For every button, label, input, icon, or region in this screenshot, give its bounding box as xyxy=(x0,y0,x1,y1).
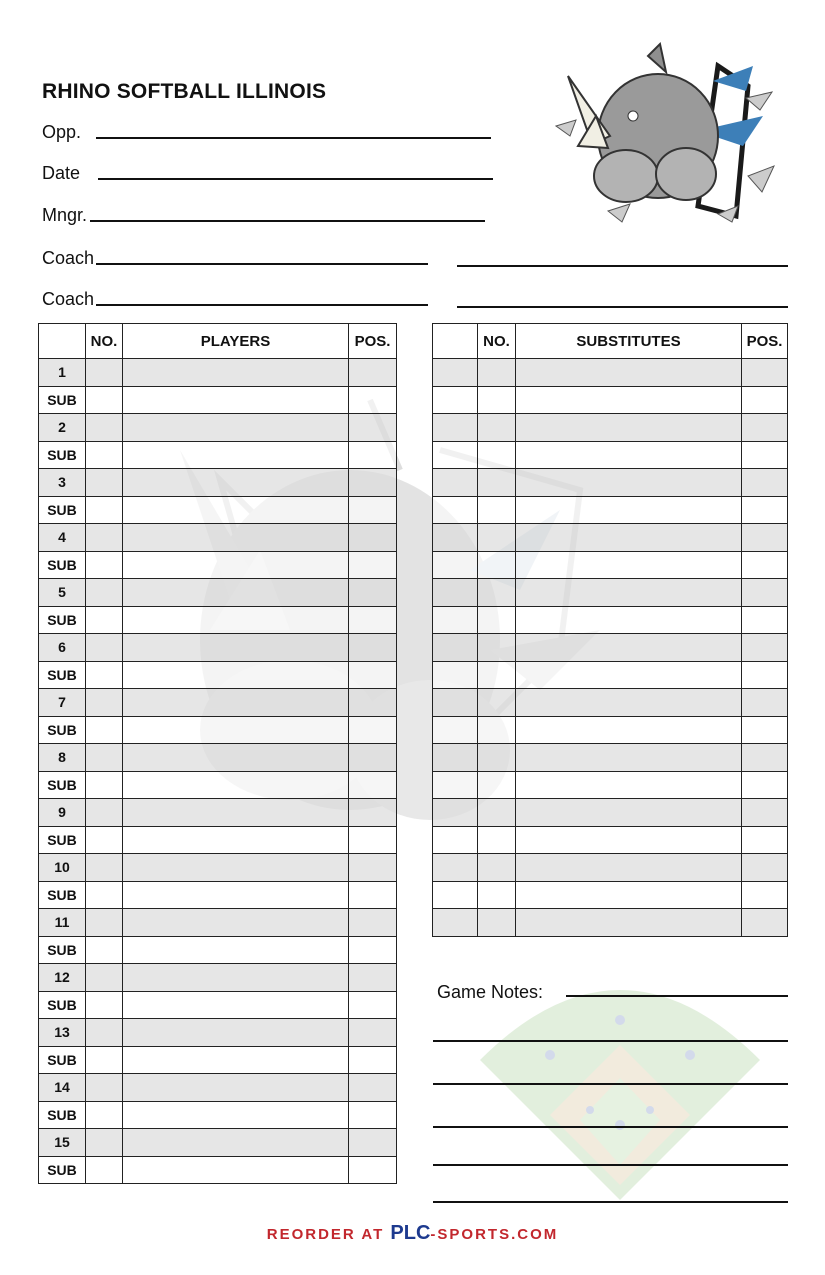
player-number-cell[interactable] xyxy=(86,909,123,937)
substitute-number-cell[interactable] xyxy=(478,799,516,827)
lineup-row xyxy=(39,771,397,799)
player-number-cell[interactable] xyxy=(86,854,123,882)
substitutes-header-row xyxy=(433,324,788,359)
game-notes-line-2[interactable] xyxy=(433,1040,788,1042)
substitute-position-cell[interactable] xyxy=(742,524,788,552)
substitute-name-cell[interactable] xyxy=(516,414,742,442)
player-name-cell[interactable] xyxy=(123,551,349,579)
substitute-row xyxy=(433,661,788,689)
substitute-number-cell[interactable] xyxy=(478,524,516,552)
player-number-cell[interactable] xyxy=(86,771,123,799)
player-name-cell[interactable] xyxy=(123,1046,349,1074)
batting-order-cell: SUB xyxy=(39,771,86,799)
substitute-name-cell[interactable] xyxy=(516,634,742,662)
substitute-name-cell[interactable] xyxy=(516,606,742,634)
player-position-cell[interactable] xyxy=(349,744,397,772)
substitute-row xyxy=(433,799,788,827)
substitute-row xyxy=(433,634,788,662)
batting-order-cell: SUB xyxy=(39,1046,86,1074)
substitute-blank-cell xyxy=(433,414,478,442)
player-position-cell[interactable] xyxy=(349,689,397,717)
player-name-cell[interactable] xyxy=(123,826,349,854)
player-name-cell[interactable] xyxy=(123,386,349,414)
substitute-name-cell[interactable] xyxy=(516,689,742,717)
substitute-position-cell[interactable] xyxy=(742,496,788,524)
substitute-row xyxy=(433,716,788,744)
player-number-cell[interactable] xyxy=(86,964,123,992)
substitute-row xyxy=(433,606,788,634)
player-position-cell[interactable] xyxy=(349,524,397,552)
substitute-position-cell[interactable] xyxy=(742,469,788,497)
player-name-cell[interactable] xyxy=(123,1074,349,1102)
game-notes-label: Game Notes: xyxy=(437,982,544,1002)
substitute-position-cell[interactable] xyxy=(742,744,788,772)
player-name-cell[interactable] xyxy=(123,579,349,607)
substitute-position-cell[interactable] xyxy=(742,606,788,634)
player-name-cell[interactable] xyxy=(123,1019,349,1047)
page-title: RHINO SOFTBALL ILLINOIS xyxy=(42,80,327,103)
player-position-cell[interactable] xyxy=(349,1101,397,1129)
substitute-name-cell[interactable] xyxy=(516,854,742,882)
game-notes-line-6[interactable] xyxy=(433,1201,788,1203)
substitute-row xyxy=(433,881,788,909)
player-name-cell[interactable] xyxy=(123,661,349,689)
substitute-name-cell[interactable] xyxy=(516,909,742,937)
substitute-blank-cell xyxy=(433,359,478,387)
coach2-line[interactable] xyxy=(96,304,428,306)
player-position-cell[interactable] xyxy=(349,496,397,524)
lineup-row xyxy=(39,1101,397,1129)
substitute-row xyxy=(433,909,788,937)
substitute-position-cell[interactable] xyxy=(742,441,788,469)
lineup-header-order xyxy=(39,324,86,359)
lineup-header-pos: POS. xyxy=(349,324,397,359)
batting-order-cell: SUB xyxy=(39,826,86,854)
lineup-table xyxy=(38,323,397,1184)
player-name-cell[interactable] xyxy=(123,469,349,497)
batting-order-cell: 2 xyxy=(39,414,86,442)
substitute-name-cell[interactable] xyxy=(516,881,742,909)
date-field[interactable] xyxy=(42,163,493,184)
substitutes-header-name: SUBSTITUTES xyxy=(516,324,742,359)
player-number-cell[interactable] xyxy=(86,606,123,634)
player-position-cell[interactable] xyxy=(349,799,397,827)
substitute-name-cell[interactable] xyxy=(516,661,742,689)
substitute-number-cell[interactable] xyxy=(478,716,516,744)
player-name-cell[interactable] xyxy=(123,909,349,937)
substitute-position-cell[interactable] xyxy=(742,634,788,662)
player-position-cell[interactable] xyxy=(349,551,397,579)
substitute-blank-cell xyxy=(433,524,478,552)
player-number-cell[interactable] xyxy=(86,661,123,689)
substitute-position-cell[interactable] xyxy=(742,551,788,579)
substitute-position-cell[interactable] xyxy=(742,661,788,689)
player-position-cell[interactable] xyxy=(349,881,397,909)
player-number-cell[interactable] xyxy=(86,1129,123,1157)
player-position-cell[interactable] xyxy=(349,936,397,964)
substitute-blank-cell xyxy=(433,799,478,827)
substitute-name-cell[interactable] xyxy=(516,579,742,607)
lineup-row xyxy=(39,551,397,579)
player-number-cell[interactable] xyxy=(86,716,123,744)
player-position-cell[interactable] xyxy=(349,826,397,854)
player-number-cell[interactable] xyxy=(86,386,123,414)
batting-order-cell: 5 xyxy=(39,579,86,607)
batting-order-cell: SUB xyxy=(39,606,86,634)
player-number-cell[interactable] xyxy=(86,936,123,964)
lineup-row xyxy=(39,689,397,717)
substitute-row xyxy=(433,496,788,524)
substitute-name-cell[interactable] xyxy=(516,359,742,387)
player-position-cell[interactable] xyxy=(349,579,397,607)
batting-order-cell: SUB xyxy=(39,441,86,469)
player-position-cell[interactable] xyxy=(349,854,397,882)
substitute-blank-cell xyxy=(433,909,478,937)
lineup-row xyxy=(39,496,397,524)
player-position-cell[interactable] xyxy=(349,1156,397,1184)
player-position-cell[interactable] xyxy=(349,771,397,799)
lineup-row xyxy=(39,441,397,469)
substitute-name-cell[interactable] xyxy=(516,799,742,827)
substitute-blank-cell xyxy=(433,854,478,882)
substitute-row xyxy=(433,469,788,497)
substitute-blank-cell xyxy=(433,579,478,607)
substitute-name-cell[interactable] xyxy=(516,441,742,469)
substitute-position-cell[interactable] xyxy=(742,799,788,827)
player-position-cell[interactable] xyxy=(349,441,397,469)
player-name-cell[interactable] xyxy=(123,441,349,469)
player-name-cell[interactable] xyxy=(123,689,349,717)
coach1-line[interactable] xyxy=(96,263,428,265)
player-position-cell[interactable] xyxy=(349,634,397,662)
game-notes-line-4[interactable] xyxy=(433,1126,788,1128)
batting-order-cell: 8 xyxy=(39,744,86,772)
player-name-cell[interactable] xyxy=(123,771,349,799)
substitute-number-cell[interactable] xyxy=(478,909,516,937)
substitutes-header-pos: POS. xyxy=(742,324,788,359)
substitute-number-cell[interactable] xyxy=(478,854,516,882)
lineup-row xyxy=(39,964,397,992)
substitute-name-cell[interactable] xyxy=(516,496,742,524)
substitute-blank-cell xyxy=(433,496,478,524)
player-name-cell[interactable] xyxy=(123,854,349,882)
substitute-number-cell[interactable] xyxy=(478,606,516,634)
batting-order-cell: 10 xyxy=(39,854,86,882)
player-name-cell[interactable] xyxy=(123,716,349,744)
substitute-number-cell[interactable] xyxy=(478,661,516,689)
substitute-number-cell[interactable] xyxy=(478,744,516,772)
player-number-cell[interactable] xyxy=(86,799,123,827)
player-number-cell[interactable] xyxy=(86,1046,123,1074)
player-position-cell[interactable] xyxy=(349,414,397,442)
batting-order-cell: 15 xyxy=(39,1129,86,1157)
lineup-row xyxy=(39,386,397,414)
substitute-name-cell[interactable] xyxy=(516,386,742,414)
opp-line[interactable] xyxy=(96,137,491,139)
player-position-cell[interactable] xyxy=(349,606,397,634)
substitute-blank-cell xyxy=(433,551,478,579)
substitute-position-cell[interactable] xyxy=(742,881,788,909)
rhino-logo-icon xyxy=(548,36,780,224)
substitute-number-cell[interactable] xyxy=(478,414,516,442)
substitute-name-cell[interactable] xyxy=(516,744,742,772)
player-position-cell[interactable] xyxy=(349,661,397,689)
date-line[interactable] xyxy=(98,178,493,180)
coach1-label: Coach xyxy=(42,248,95,268)
substitute-number-cell[interactable] xyxy=(478,441,516,469)
substitute-blank-cell xyxy=(433,689,478,717)
lineup-row xyxy=(39,1046,397,1074)
opp-field[interactable] xyxy=(42,122,491,143)
player-name-cell[interactable] xyxy=(123,799,349,827)
lineup-row xyxy=(39,744,397,772)
player-name-cell[interactable] xyxy=(123,744,349,772)
coach1-line-extra[interactable] xyxy=(457,265,788,267)
player-number-cell[interactable] xyxy=(86,414,123,442)
batting-order-cell: 6 xyxy=(39,634,86,662)
lineup-header-row xyxy=(39,324,397,359)
substitute-blank-cell xyxy=(433,634,478,662)
player-name-cell[interactable] xyxy=(123,1101,349,1129)
lineup-row xyxy=(39,359,397,387)
player-number-cell[interactable] xyxy=(86,881,123,909)
coach2-line-extra[interactable] xyxy=(457,306,788,308)
coach2-label: Coach xyxy=(42,289,95,309)
substitute-number-cell[interactable] xyxy=(478,634,516,662)
player-number-cell[interactable] xyxy=(86,524,123,552)
player-name-cell[interactable] xyxy=(123,359,349,387)
player-position-cell[interactable] xyxy=(349,964,397,992)
batting-order-cell: SUB xyxy=(39,496,86,524)
lineup-row xyxy=(39,1074,397,1102)
lineup-row xyxy=(39,1156,397,1184)
player-number-cell[interactable] xyxy=(86,634,123,662)
lineup-row xyxy=(39,469,397,497)
lineup-row xyxy=(39,799,397,827)
lineup-row xyxy=(39,881,397,909)
substitute-blank-cell xyxy=(433,716,478,744)
substitute-row xyxy=(433,744,788,772)
substitute-blank-cell xyxy=(433,386,478,414)
player-number-cell[interactable] xyxy=(86,1074,123,1102)
manager-field[interactable] xyxy=(42,205,485,226)
substitute-row xyxy=(433,386,788,414)
lineup-row xyxy=(39,826,397,854)
substitute-blank-cell xyxy=(433,744,478,772)
manager-line[interactable] xyxy=(90,220,485,222)
player-number-cell[interactable] xyxy=(86,1019,123,1047)
lineup-row xyxy=(39,634,397,662)
lineup-header-no: NO. xyxy=(86,324,123,359)
player-name-cell[interactable] xyxy=(123,936,349,964)
lineup-row xyxy=(39,579,397,607)
substitute-number-cell[interactable] xyxy=(478,826,516,854)
substitute-row xyxy=(433,579,788,607)
player-name-cell[interactable] xyxy=(123,634,349,662)
player-position-cell[interactable] xyxy=(349,909,397,937)
substitute-number-cell[interactable] xyxy=(478,496,516,524)
footer-suffix: -SPORTS.COM xyxy=(430,1226,559,1243)
batting-order-cell: 4 xyxy=(39,524,86,552)
lineup-row xyxy=(39,414,397,442)
lineup-row xyxy=(39,909,397,937)
substitute-number-cell[interactable] xyxy=(478,469,516,497)
manager-label: Mngr. xyxy=(42,205,88,225)
batting-order-cell: 14 xyxy=(39,1074,86,1102)
player-name-cell[interactable] xyxy=(123,496,349,524)
substitute-position-cell[interactable] xyxy=(742,771,788,799)
substitute-row xyxy=(433,826,788,854)
player-number-cell[interactable] xyxy=(86,991,123,1019)
player-number-cell[interactable] xyxy=(86,579,123,607)
lineup-row xyxy=(39,524,397,552)
substitute-blank-cell xyxy=(433,469,478,497)
substitute-row xyxy=(433,854,788,882)
substitute-row xyxy=(433,771,788,799)
substitute-position-cell[interactable] xyxy=(742,826,788,854)
batting-order-cell: SUB xyxy=(39,661,86,689)
batting-order-cell: SUB xyxy=(39,551,86,579)
substitute-name-cell[interactable] xyxy=(516,716,742,744)
lineup-row xyxy=(39,661,397,689)
player-number-cell[interactable] xyxy=(86,1101,123,1129)
player-position-cell[interactable] xyxy=(349,1019,397,1047)
substitute-position-cell[interactable] xyxy=(742,689,788,717)
batting-order-cell: SUB xyxy=(39,936,86,964)
lineup-row xyxy=(39,716,397,744)
substitute-position-cell[interactable] xyxy=(742,359,788,387)
player-position-cell[interactable] xyxy=(349,359,397,387)
substitute-number-cell[interactable] xyxy=(478,551,516,579)
game-notes-line-1[interactable] xyxy=(566,995,788,997)
substitute-name-cell[interactable] xyxy=(516,551,742,579)
player-number-cell[interactable] xyxy=(86,469,123,497)
substitute-position-cell[interactable] xyxy=(742,716,788,744)
player-name-cell[interactable] xyxy=(123,1156,349,1184)
substitute-blank-cell xyxy=(433,606,478,634)
player-name-cell[interactable] xyxy=(123,414,349,442)
game-notes-line-3[interactable] xyxy=(433,1083,788,1085)
player-number-cell[interactable] xyxy=(86,359,123,387)
substitute-row xyxy=(433,359,788,387)
substitute-blank-cell xyxy=(433,826,478,854)
substitute-position-cell[interactable] xyxy=(742,579,788,607)
coach1-field[interactable] xyxy=(42,248,428,269)
footer-prefix: REORDER AT xyxy=(266,1226,391,1243)
substitute-blank-cell xyxy=(433,881,478,909)
player-position-cell[interactable] xyxy=(349,1074,397,1102)
substitute-row xyxy=(433,414,788,442)
substitute-position-cell[interactable] xyxy=(742,386,788,414)
substitute-row xyxy=(433,551,788,579)
batting-order-cell: SUB xyxy=(39,386,86,414)
substitute-name-cell[interactable] xyxy=(516,771,742,799)
batting-order-cell: SUB xyxy=(39,1156,86,1184)
player-name-cell[interactable] xyxy=(123,964,349,992)
substitute-position-cell[interactable] xyxy=(742,414,788,442)
batting-order-cell: SUB xyxy=(39,716,86,744)
substitute-position-cell[interactable] xyxy=(742,909,788,937)
substitutes-header-no: NO. xyxy=(478,324,516,359)
substitute-blank-cell xyxy=(433,661,478,689)
player-position-cell[interactable] xyxy=(349,991,397,1019)
substitute-number-cell[interactable] xyxy=(478,771,516,799)
substitute-number-cell[interactable] xyxy=(478,386,516,414)
batting-order-cell: 3 xyxy=(39,469,86,497)
player-position-cell[interactable] xyxy=(349,469,397,497)
player-name-cell[interactable] xyxy=(123,881,349,909)
substitute-number-cell[interactable] xyxy=(478,689,516,717)
player-number-cell[interactable] xyxy=(86,826,123,854)
lineup-row xyxy=(39,1129,397,1157)
substitute-row xyxy=(433,524,788,552)
lineup-row xyxy=(39,1019,397,1047)
player-number-cell[interactable] xyxy=(86,1156,123,1184)
substitute-number-cell[interactable] xyxy=(478,359,516,387)
lineup-row xyxy=(39,991,397,1019)
substitute-name-cell[interactable] xyxy=(516,469,742,497)
substitute-row xyxy=(433,689,788,717)
batting-order-cell: 1 xyxy=(39,359,86,387)
player-number-cell[interactable] xyxy=(86,496,123,524)
batting-order-cell: SUB xyxy=(39,1101,86,1129)
player-number-cell[interactable] xyxy=(86,441,123,469)
substitute-number-cell[interactable] xyxy=(478,579,516,607)
batting-order-cell: 11 xyxy=(39,909,86,937)
lineup-row xyxy=(39,936,397,964)
batting-order-cell: SUB xyxy=(39,991,86,1019)
plc-brand-logo: PLC xyxy=(390,1222,431,1244)
player-position-cell[interactable] xyxy=(349,716,397,744)
batting-order-cell: 13 xyxy=(39,1019,86,1047)
substitute-name-cell[interactable] xyxy=(516,826,742,854)
lineup-header-players: PLAYERS xyxy=(123,324,349,359)
opp-label: Opp. xyxy=(42,122,82,142)
player-position-cell[interactable] xyxy=(349,1046,397,1074)
player-number-cell[interactable] xyxy=(86,551,123,579)
substitute-position-cell[interactable] xyxy=(742,854,788,882)
batting-order-cell: SUB xyxy=(39,881,86,909)
substitutes-table xyxy=(432,323,788,937)
substitute-number-cell[interactable] xyxy=(478,881,516,909)
substitute-row xyxy=(433,441,788,469)
player-number-cell[interactable] xyxy=(86,689,123,717)
reorder-footer xyxy=(0,1222,825,1245)
lineup-row xyxy=(39,854,397,882)
player-position-cell[interactable] xyxy=(349,1129,397,1157)
lineup-row xyxy=(39,606,397,634)
player-number-cell[interactable] xyxy=(86,744,123,772)
batting-order-cell: 9 xyxy=(39,799,86,827)
player-position-cell[interactable] xyxy=(349,386,397,414)
player-name-cell[interactable] xyxy=(123,991,349,1019)
substitutes-header-blank xyxy=(433,324,478,359)
coach2-field[interactable] xyxy=(42,289,428,310)
batting-order-cell: 7 xyxy=(39,689,86,717)
player-name-cell[interactable] xyxy=(123,606,349,634)
substitute-blank-cell xyxy=(433,441,478,469)
substitute-name-cell[interactable] xyxy=(516,524,742,552)
substitute-blank-cell xyxy=(433,771,478,799)
date-label: Date xyxy=(42,163,81,183)
player-name-cell[interactable] xyxy=(123,524,349,552)
batting-order-cell: 12 xyxy=(39,964,86,992)
game-notes-line-5[interactable] xyxy=(433,1164,788,1166)
player-name-cell[interactable] xyxy=(123,1129,349,1157)
